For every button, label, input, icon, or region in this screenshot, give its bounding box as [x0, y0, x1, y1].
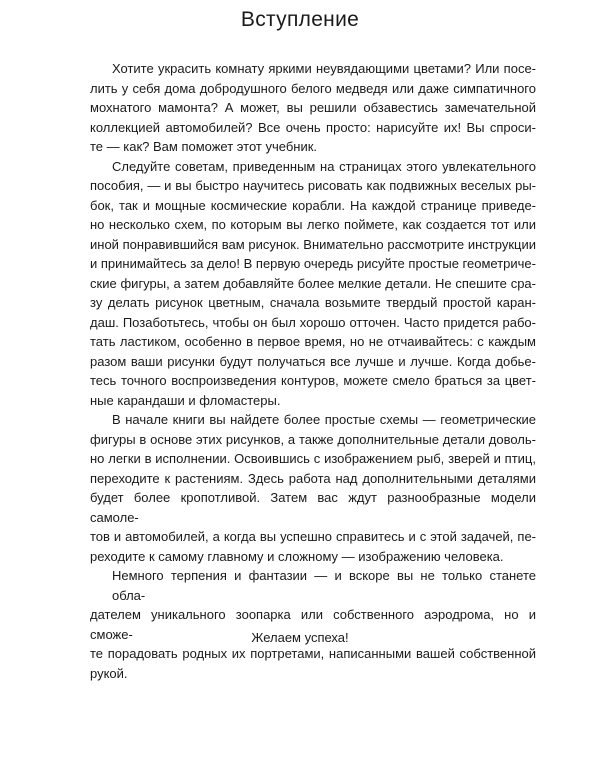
text-line: Немного терпения и фантазии — и вскоре вы не только станете обла- [112, 568, 536, 603]
text-line: В начале книги вы найдете более простые схемы — геометрические [112, 412, 536, 427]
text-line: зу делать рисунок цветным, сначала возьмите твердый простой каран- [90, 295, 536, 310]
text-line: но несколько схем, по которым вы легко поймете, как создается тот или [90, 217, 536, 232]
text-line: пособия, — и вы быстро научитесь рисовать как подвижных веселых ры- [90, 178, 536, 193]
text-line: Следуйте советам, приведенным на страницах этого увлекательного [112, 158, 536, 174]
text-line: лить у себя дома добродушного белого медведя или даже симпатичного [90, 80, 536, 96]
text-line: мохнатого мамонта? А может, вы решили обзавестись замечательной [90, 100, 536, 115]
text-line: ные карандаши и фломастеры. [90, 392, 281, 408]
text-line: тов и автомобилей, а когда вы успешно справитесь и с этой задачей, пе- [90, 529, 536, 544]
text-line: тесь точного воспроизведения контуров, можете смело браться за цвет- [90, 373, 536, 388]
text-line: бок, так и мощные космические корабли. На каждой странице приведе- [90, 197, 536, 213]
paragraph [90, 410, 536, 566]
paragraph [90, 566, 536, 683]
paragraph [90, 59, 536, 157]
text-line: переходите к растениям. Здесь работа над дополнительными деталями [90, 470, 536, 486]
text-line: будет более кропотливой. Затем вас ждут разнообразные модели самоле- [90, 490, 536, 525]
text-line: те — как? Вам поможет этот учебник. [90, 139, 318, 154]
text-line: но легки в исполнении. Освоившись с изображением рыб, зверей и птиц, [90, 451, 536, 466]
text-line: и принимайтесь за дело! В первую очередь рисуйте простые геометриче- [90, 256, 536, 271]
text-line: разом ваши рисунки будут получаться все лучше и лучше. Когда добье- [90, 353, 536, 369]
paragraph [90, 157, 536, 411]
closing-line: Желаем успеха! [251, 630, 349, 645]
text-line: иной понравившийся вам рисунок. Внимательно рассмотрите инструкции [90, 236, 536, 252]
text-line: Хотите украсить комнату яркими неувядающими цветами? Или посе- [112, 61, 536, 76]
text-line: реходите к самому главному и сложному — изображению человека. [90, 548, 504, 564]
text-line: фигуры в основе этих рисунков, а также дополнительные детали доволь- [90, 431, 536, 447]
text-line: тать ластиком, особенно в первое время, но не отчаивайтесь: с каждым [90, 334, 536, 349]
text-line: ские фигуры, а затем добавляйте более мелкие детали. Не спешите сра- [90, 275, 536, 291]
page-title: Вступление [240, 8, 360, 31]
document-body [90, 59, 536, 683]
text-line: дателем уникального зоопарка или собственного аэродрома, но и сможе- [90, 607, 536, 642]
text-line: те порадовать родных их портретами, написанными вашей собственной [90, 646, 536, 661]
text-line: коллекцией автомобилей? Все очень просто: нарисуйте их! Вы спроси- [90, 119, 536, 135]
text-line: рукой. [90, 665, 128, 681]
text-line: даш. Позаботьтесь, чтобы он был хорошо отточен. Часто придется рабо- [90, 314, 536, 330]
